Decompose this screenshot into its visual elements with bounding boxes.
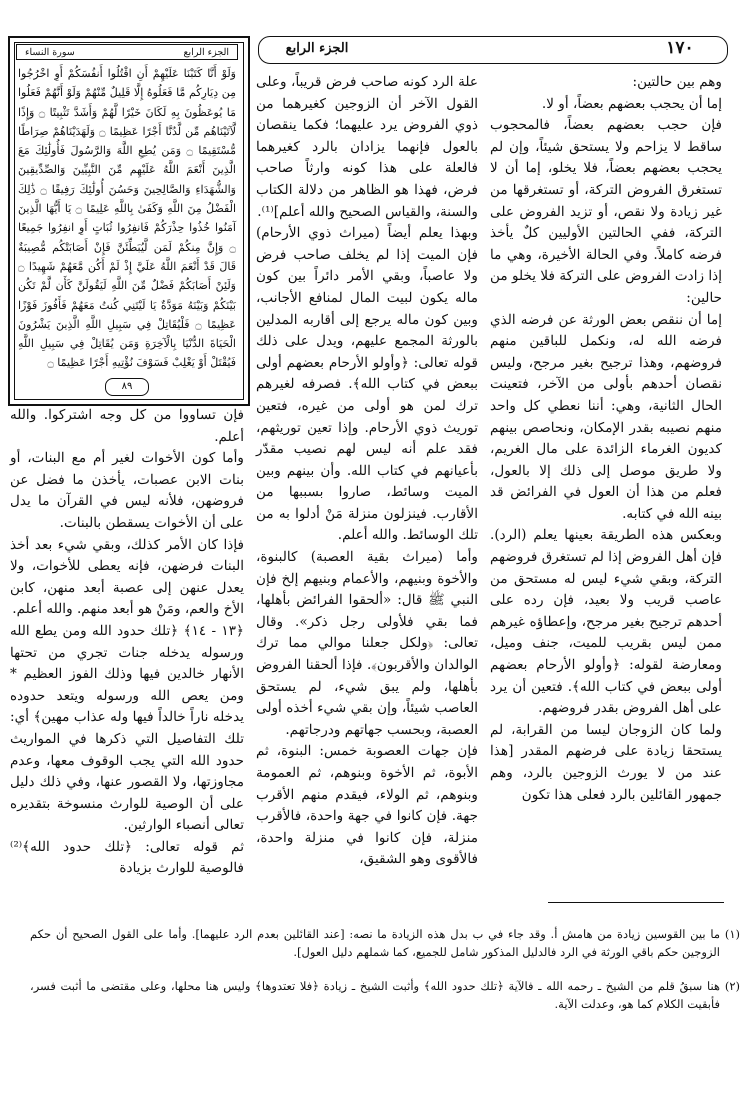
paragraph: إما أن يحجب بعضهم بعضاً، أو لا. — [541, 95, 722, 112]
paragraph: وبعكس هذه الطريقة بعينها يعلم (الرد). فإن أهل الفروض إذا لم تستغرق فروضهم التركة، وبقي شيء ليس له مستحق من عاصب قريب ولا بعيد، فإن رده على أحدهم ترجيح بغير مرجح، وإعطاؤه غيرهم ممن ليس بقريب للميت، جنف وميل، ومعارضة لقوله: ﴿وأولو الأرحام بعضهم أولى ببعض في كتاب الله﴾. فتعين أن يرد على أهل الفروض بقدر فروضهم. — [490, 527, 722, 717]
middle-text-column — [256, 72, 478, 892]
paragraph: ثم قوله تعالى: ﴿تلك حدود الله﴾⁽²⁾ فالوصية للوارث بزيادة — [10, 838, 244, 877]
footnote-number: (١) — [724, 927, 740, 941]
paragraph: وهم بين حالتين: — [632, 74, 722, 90]
footnote-1 — [30, 925, 740, 961]
paragraph: فإن تساووا من كل وجه اشتركوا. والله أعلم. — [10, 407, 244, 445]
left-text-column — [10, 405, 244, 895]
quran-juz-label: الجزء الرابع — [183, 46, 229, 58]
paragraph: وبهذا يعلم أيضاً (ميراث ذوي الأرحام) فإن الميت إذا لم يخلف صاحب فرض ولا عاصباً، وبقي الأمر دائراً بين كون ماله يكون لبيت المال لمنافع الأجانب، وبين كون ماله يرجع إلى أقاربه المدلين بالورثة المجمع عليهم، ويدل على ذلك قوله تعالى: ﴿وأولو الأرحام بعضهم أولى ببعض في كتاب الله﴾. فصرفه لغيرهم ترك لمن هو أولى من غيره، فتعين توريث ذوي الأرحام. وإذا تعين توريثهم، فقد علم أنه ليس لهم نصيب مقدّر بأعيانهم في كتاب الله. وأن بينهم وبين الميت وسائط، صاروا بسببها من الأقارب. فينزلون منزلة مَنْ أدلوا به من تلك الوسائط. والله أعلم. — [256, 225, 478, 544]
paragraph: فإن حجب بعضهم بعضاً، فالمحجوب ساقط لا يزاحم ولا يستحق شيئاً، وإن لم يحجب بعضهم بعضاً، فلا يخلو، إما أن لا تستغرق الفروض التركة، أو تستغرقها من غير زيادة ولا نقص، أو تزيد الفروض على التركة، ففي الحالتين الأوليين كلٌ يأخذ فرضه كاملاً. وفي الحالة الأخيرة، وهي ما إذا زادت الفروض على التركة فلا يخلو من حالين: — [490, 117, 722, 306]
quran-page-header — [16, 44, 238, 60]
paragraph: ﴿١٣ - ١٤﴾ ﴿تلك حدود الله ومن يطع الله ورسوله يدخله جنات تجري من تحتها الأنهار خالدين فيها وذلك الفوز العظيم * ومن يعص الله ورسوله ويتعد حدوده يدخله ناراً خالداً فيها وله عذاب مهين﴾ أي: تلك التفاصيل التي ذكرها في المواريث حدود الله التي يجب الوقوف معها، وعدم مجاوزتها، ولا القصور عنها، وفي ذلك دليل على أن الوصية للوارث منسوخة بتقديره تعالى أنصباء الوارثين. — [10, 622, 244, 834]
right-text-column — [490, 72, 722, 892]
paragraph: فإن جهات العصوبة خمس: البنوة، ثم الأبوة، ثم الأخوة وبنوهم، ثم العمومة وبنوهم، ثم الولاء، فيقدم منهم الأقرب جهة. فإن كانوا في جهة واحدة، فالأقرب منزلة، فإن كانوا في منزلة واحدة، فالأقوى وهو الشقيق، — [256, 743, 478, 868]
paragraph: ولما كان الزوجان ليسا من القرابة، لم يستحقا زيادة على فرضهم المقدر [هذا عند من لا يورث الزوجين بالرد، وهم جمهور القائلين بالرد فعلى هذا تكون — [490, 721, 722, 803]
paragraph: وأما (ميراث بقية العصبة) كالبنوة، والأخوة وبنيهم، والأعمام وبنيهم إلخ فإن النبي ﷺ قال: «ألحقوا الفرائض بأهلها، فما بقي فلأولى رجل ذكر». وقال تعالى: ﴿ولكل جعلنا موالي مما ترك الوالدان والأقربون﴾. فإذا ألحقنا الفروض بأهلها، ولم يبق شيء، لم يستحق العاصب شيئاً، وإن بقي شيء أخذه أولى العصبة، وبحسب جهاتهم ودرجاتهم. — [256, 549, 478, 738]
page-number: ١٧٠ — [666, 38, 694, 58]
footnote-text: هنا سبقُ قلم من الشيخ ـ رحمه الله ـ فالآية ﴿تلك حدود الله﴾ وأثبت الشيخ ـ زيادة ﴿فلا تعتدوها﴾ وليس هنا محلها، وعلى مقتضى ما أثبت فسر، فأبقيت الكلام كما هو، وعدلت الآية. — [30, 979, 720, 1011]
footnote-divider — [548, 902, 724, 903]
footnote-number: (٢) — [724, 979, 740, 993]
juz-label: الجزء الرابع — [285, 41, 349, 56]
quran-page-number: ٨٩ — [105, 378, 149, 396]
footnote-text: ما بين القوسين زيادة من هامش أ. وقد جاء في ب بدل هذه الزيادة ما نصه: [عند القائلين بعدم الرد عليهما]. وأما على القول الصحيح أن حكم الزوجين حكم باقي الورثة في الرد فالدليل المذكور شامل للجميع، كما شملهم دليل العول]. — [30, 927, 720, 959]
paragraph: علة الرد كونه صاحب فرض قريباً، وعلى القول الآخر أن الزوجين كغيرهما من ذوي الفروض يرد عليهما؛ فكما ينقصان بالعول فإنهما يزادان بالرد كغيرهما فالعلة على هذا كونه وارثاً صاحب فرض، فهذا هو الظاهر من دلالة الكتاب والسنة، والقياس الصحيح والله أعلم]⁽¹⁾. — [256, 74, 478, 220]
paragraph: فإذا كان الأمر كذلك، وبقي شيء بعد أخذ البنات فرضهن، فإنه يعطى للأخوات، ولا يعدل عنهن إلى عصبة أبعد منهن، كابن الأخ والعم، ومَنْ هو أبعد منهم. والله أعلم. — [10, 536, 244, 618]
quran-surah-label: سورة النساء — [25, 46, 75, 58]
quran-text: وَلَوْ أَنَّا كَتَبْنَا عَلَيْهِمْ أَنِ اقْتُلُوا أَنفُسَكُمْ أَوِ اخْرُجُوا مِن دِيَارِكُم مَّا فَعَلُوهُ إِلَّا قَلِيلٌ مِّنْهُمْ وَلَوْ أَنَّهُمْ فَعَلُوا مَا يُوعَظُونَ بِهِ لَكَانَ خَيْرًا لَّهُمْ وَأَشَدَّ تَثْبِيتًا ۝ وَإِذًا لَّآتَيْنَاهُم مِّن لَّدُنَّا أَجْرًا عَظِيمًا ۝ وَلَهَدَيْنَاهُمْ صِرَاطًا مُّسْتَقِيمًا ۝ وَمَن يُطِعِ اللَّهَ وَالرَّسُولَ فَأُولَٰئِكَ مَعَ الَّذِينَ أَنْعَمَ اللَّهُ عَلَيْهِم مِّنَ النَّبِيِّينَ وَالصِّدِّيقِينَ وَالشُّهَدَاءِ وَالصَّالِحِينَ وَحَسُنَ أُولَٰئِكَ رَفِيقًا ۝ ذَٰلِكَ الْفَضْلُ مِنَ اللَّهِ وَكَفَىٰ بِاللَّهِ عَلِيمًا ۝ يَا أَيُّهَا الَّذِينَ آمَنُوا خُذُوا حِذْرَكُمْ فَانفِرُوا ثُبَاتٍ أَوِ انفِرُوا جَمِيعًا ۝ وَإِنَّ مِنكُمْ لَمَن لَّيُبَطِّئَنَّ فَإِنْ أَصَابَتْكُم مُّصِيبَةٌ قَالَ قَدْ أَنْعَمَ اللَّهُ عَلَيَّ إِذْ لَمْ أَكُن مَّعَهُمْ شَهِيدًا ۝ وَلَئِنْ أَصَابَكُمْ فَضْلٌ مِّنَ اللَّهِ لَيَقُولَنَّ كَأَن لَّمْ تَكُن بَيْنَكُمْ وَبَيْنَهُ مَوَدَّةٌ يَا لَيْتَنِي كُنتُ مَعَهُمْ فَأَفُوزَ فَوْزًا عَظِيمًا ۝ فَلْيُقَاتِلْ فِي سَبِيلِ اللَّهِ الَّذِينَ يَشْرُونَ الْحَيَاةَ الدُّنْيَا بِالْآخِرَةِ وَمَن يُقَاتِلْ فِي سَبِيلِ اللَّهِ فَيُقْتَلْ أَوْ يَغْلِبْ فَسَوْفَ نُؤْتِيهِ أَجْرًا عَظِيمًا ۝ — [18, 67, 237, 370]
paragraph: إما أن ننقص بعض الورثة عن فرضه الذي فرضه الله له، ونكمل للباقين منهم فروضهم، وهذا ترجيح بغير مرجح، وليس نقصان أحدهم بأولى من الآخر، فتعينت الحال الثانية، وهي: أننا نعطي كل واحد منهم نصيبه بقدر الإمكان، ونحاصص بينهم كديون الغرماء الزائدة على مال الغريم، ولا طريق موصل إلى ذلك إلا بالعول، فعلم من هذا أن العول في الفرائض قد بينه الله في كتابه. — [490, 311, 722, 522]
paragraph: وأما كون الأخوات لغير أم مع البنات، أو بنات الابن عصبات، يأخذن ما فضل عن فروضهن، فلأنه ليس في القرآن ما يدل على أن الأخوات يسقطن بالبنات. — [10, 450, 244, 531]
footnote-2 — [30, 977, 740, 1013]
